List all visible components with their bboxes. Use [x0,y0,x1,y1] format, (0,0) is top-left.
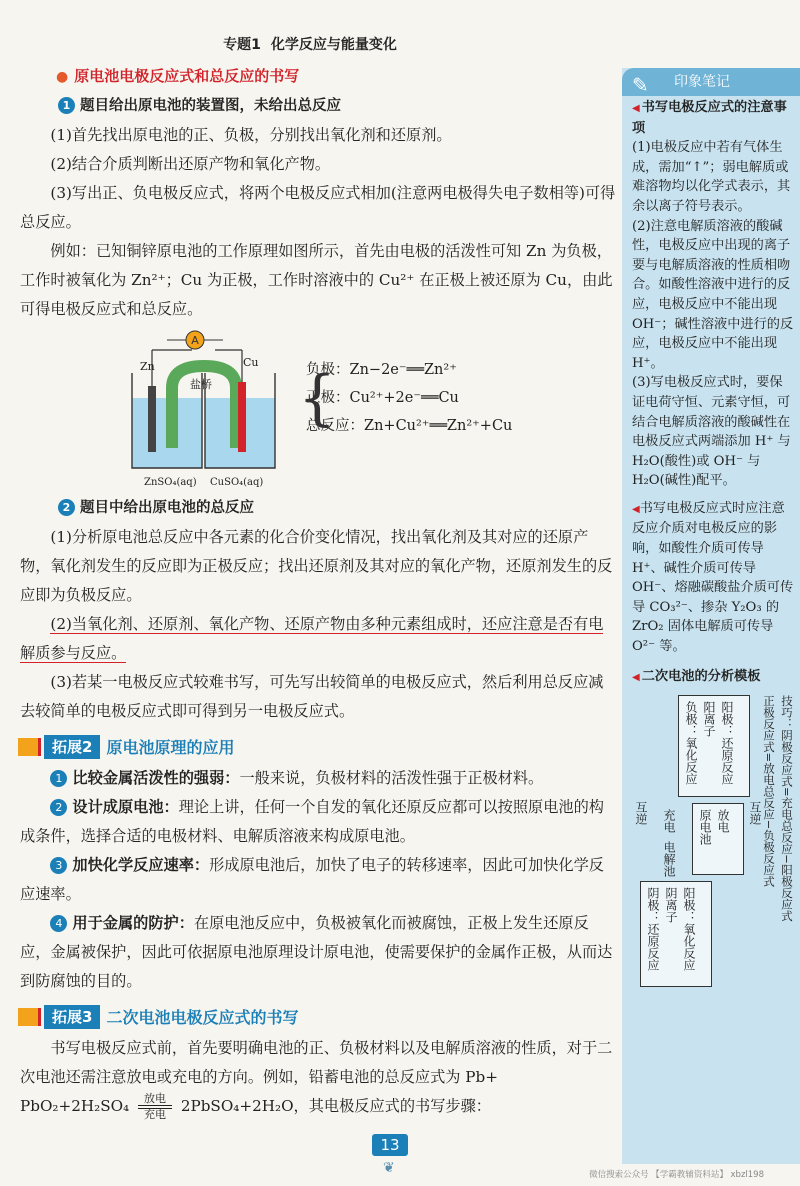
sidebar-body [622,96,800,1021]
main-content [20,62,618,1121]
eq-negative: 负极：Zn−2e⁻══Zn²⁺ [306,362,457,378]
zn-label: Zn [140,360,155,373]
sidebar-notes [622,68,800,1164]
watermark: 微信搜索公众号 【学霸教辅资料站】 xbzl198 [589,1170,764,1180]
ext2-tag: 拓展2 [44,735,100,759]
number-badge: 1 [50,770,67,787]
triangle-icon: ◀ [632,103,640,114]
tmpl-mid-left: 原电池 [698,809,712,846]
tmpl-mid-right: 放电 [716,809,730,834]
ext2-item-3: 3 加快化学反应速率：形成原电池后，加快了电子的转移速率，因此可加快化学反应速率。 [20,856,604,903]
eq-positive: 正极：Cu²⁺+2e⁻══Cu [306,390,459,406]
note1-p2: (2)注意电解质溶液的酸碱性，电极反应中出现的离子要与电解质溶液的性质相吻合。如酸性溶液中进行的反应，电极反应中不能出现 OH⁻；碱性溶液中进行的反应，电极反应中不能出现 H⁺。 [632,218,794,371]
bridge-label: 盐桥 [190,378,212,391]
tmpl-top-c: 阳极：还原反应 [720,701,734,786]
electrode-equations [298,356,513,440]
book-icon [18,738,41,756]
number-badge: 3 [50,857,67,874]
tmpl-inv2: 互逆 [748,801,762,826]
cuso4-label: CuSO₄(aq) [210,477,264,488]
note1-title: ◀ 书写电极反应式的注意事项 [632,100,787,136]
note2: ◀书写电极反应式时应注意反应介质对电极反应的影响，如酸性介质可传导 H⁺、碱性介质可传导 OH⁻、熔融碳酸盐介质可传导 CO₃²⁻、掺杂 Y₂O₃ 的 ZrO₂ 固体电解质可传导 O²⁻ 等。 [632,500,794,655]
znso4-label: ZnSO₄(aq) [144,477,197,488]
ext3-tag: 拓展3 [44,1005,100,1029]
sidebar-header [622,68,800,96]
ammeter-label: A [191,334,199,347]
ext2-item-2: 2 设计成原电池：理论上讲，任何一个自发的氧化还原反应都可以按照原电池的构成条件，选择合适的电极材料、电解质溶液来构成原电池。 [20,798,604,845]
triangle-icon: ◀ [632,671,640,683]
note1-p1: (1)电极反应中若有气体生成，需加“↑”；弱电解质或难溶物均以化学式表示，其余以离子符号表示。 [632,140,791,214]
tmpl-bottom-b: 阴离子 [664,887,678,924]
part1-example: 例如：已知铜锌原电池的工作原理如图所示，首先由电极的活泼性可知 Zn 为负极，工作时被氧化为 Zn²⁺；Cu 为正极，工作时溶液中的 Cu²⁺ 在正极上被还原为 Cu，由此可得电极反应式和总反应。 [20,242,613,318]
reversible-arrow: 放电 充电 [138,1093,172,1121]
section-title: ● 原电池电极反应式和总反应的书写 [56,67,300,85]
sidebar-title: 印象笔记 [674,74,730,90]
eq-total: 总反应：Zn+Cu²⁺══Zn²⁺+Cu [306,418,513,434]
tmpl-charge: 充电 [662,809,676,834]
tmpl-top-b: 阳离子 [702,701,716,738]
part2-heading: 2 题目中给出原电池的总反应 [58,494,618,523]
brace: { [298,363,337,433]
number-badge: 1 [58,97,75,114]
tmpl-top-a: 负极：氧化反应 [684,701,698,786]
ext3-equation: PbO₂+2H₂SO₄ 放电 充电 2PbSO₄+2H₂O，其电极反应式的书写步骤： [20,1092,491,1121]
part1-step-3: (3)写出正、负电极反应式，将两个电极反应式相加(注意两电极得失电子数相等)可得总反应。 [20,184,616,231]
header-title: 化学反应与能量变化 [270,37,397,53]
ext3-header [18,1004,618,1030]
ext2-item-1: 1 比较金属活泼性的强弱：一般来说，负极材料的活泼性强于正极材料。 [20,764,618,793]
part1-step-1: (1)首先找出原电池的正、负极，分别找出氧化剂和还原剂。 [50,126,452,144]
part2-step-2: (2)当氧化剂、还原剂、氧化产物、还原产物由多种元素组成时，还应注意是否有电解质参与反应。 [20,615,604,662]
part1-heading: 1 题目给出原电池的装置图，未给出总反应 [58,92,618,121]
header-topic: 专题1 [223,37,261,53]
number-badge: 2 [50,799,67,816]
tmpl-electrolytic: 电解池 [662,841,676,878]
number-badge: 4 [50,915,67,932]
part1-step-2: (2)结合介质判断出还原产物和氧化产物。 [50,155,331,173]
ext2-header [18,734,618,760]
book-icon [18,1008,41,1026]
galvanic-cell-figure [20,328,618,488]
tmpl-tip-discharge: 正极反应式=放电总反应−负极反应式 [762,695,776,887]
tmpl-tip-charge: 技巧：阴极反应式=充电总反应−阳极反应式 [780,695,794,922]
bird-logo-icon: ✎ [632,73,649,97]
leaf-icon: ● [56,69,69,85]
page-number: 13 [372,1134,408,1156]
footer-bird-icon: ❦ [383,1160,395,1176]
secondary-battery-template [632,691,794,1021]
ext3-title: 二次电池电极反应式的书写 [106,1007,299,1027]
ext3-text: 书写电极反应式前，首先要明确电池的正、负极材料以及电解质溶液的性质，对于二次电池还需注意放电或充电的方向。例如，铅蓄电池的总反应式为 Pb+ [20,1039,613,1086]
cu-label: Cu [243,356,259,369]
tmpl-inv1: 互逆 [634,801,648,826]
tmpl-bottom-a: 阴极：还原反应 [646,887,660,972]
triangle-icon: ◀ [632,503,640,515]
number-badge: 2 [58,499,75,516]
note1-p3: (3)写电极反应式时，要保证电荷守恒、元素守恒，可结合电解质溶液的酸碱性在电极反应式两端添加 H⁺ 与 H₂O(酸性)或 OH⁻ 与 H₂O(碱性)配平。 [632,375,791,489]
page-header [0,34,620,54]
tmpl-bottom-c: 阳极：氧化反应 [682,887,696,972]
part2-step-3: (3)若某一电极反应式较难书写，可先写出较简单的电极反应式，然后利用总反应减去较简单的电极反应式即可得到另一电极反应式。 [20,673,604,720]
galvanic-cell-diagram [20,328,300,488]
ext2-item-4: 4 用于金属的防护：在原电池反应中，负极被氧化而被腐蚀，正极上发生还原反应，金属被保护，因此可依据原电池原理设计原电池，使需要保护的金属作正极，从而达到防腐蚀的目的。 [20,914,613,990]
part2-step-1: (1)分析原电池总反应中各元素的化合价变化情况，找出氧化剂及其对应的还原产物，氧化剂发生的反应即为正极反应；找出还原剂及其对应的氧化产物，还原剂发生的反应即为负极反应。 [20,528,613,604]
ext2-title: 原电池原理的应用 [106,737,235,757]
note3-title: ◀ 二次电池的分析模板 [632,668,761,684]
